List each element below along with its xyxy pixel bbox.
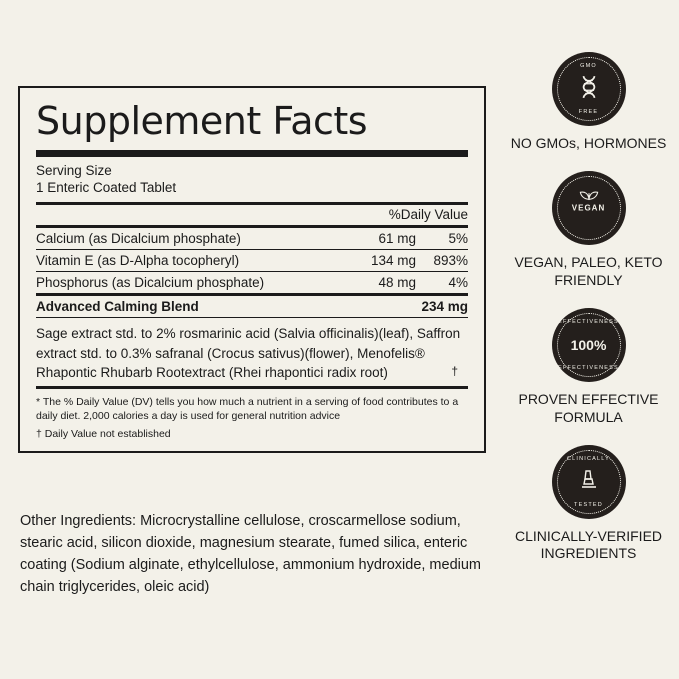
blend-ingredients (36, 318, 468, 385)
table-row (36, 228, 468, 250)
seal-micro-top: CLINICALLY (566, 455, 611, 462)
badge-caption: VEGAN, PALEO, KETO FRIENDLY (514, 253, 663, 288)
badge-no-gmo (506, 52, 671, 153)
nutrient-dv: 5% (416, 228, 468, 250)
nutrient-amount: 48 mg (378, 275, 416, 291)
serving-size-label: Serving Size (36, 162, 112, 178)
badge-caption: NO GMOs, HORMONES (510, 135, 667, 151)
seal-micro-top: EFFECTIVENESS (558, 318, 619, 325)
nutrient-dv: 4% (448, 275, 468, 291)
leaf-vegan-icon (552, 171, 626, 245)
nutrient-amount: 61 mg (330, 228, 416, 250)
footnote-dagger: † Daily Value not established (36, 428, 171, 441)
seal-micro-bottom: FREE (578, 109, 599, 115)
seal-micro-bottom: TESTED (574, 501, 603, 508)
nutrient-amount: 134 mg (330, 250, 416, 272)
blend-table (36, 296, 468, 317)
supplement-facts-panel (18, 86, 486, 453)
effectiveness-seal-icon (552, 308, 626, 382)
badge-caption: PROVEN EFFECTIVE FORMULA (518, 390, 659, 425)
nutrient-name: Calcium (as Dicalcium phosphate) (36, 228, 330, 250)
seal-micro-top: GMO (580, 63, 597, 69)
serving-size-value: 1 Enteric Coated Tablet (36, 180, 177, 196)
blend-name: Advanced Calming Blend (36, 299, 199, 315)
nutrients-table (36, 228, 468, 293)
certification-badges (506, 52, 671, 581)
nutrient-name: Vitamin E (as D-Alpha tocopheryl) (36, 250, 330, 272)
blend-ingredients-text: Sage extract std. to 2% rosmarinic acid (Salvia officinalis)(leaf), Saffron extract std. to 0.3% safranal (Crocus sativus)(flower), Menofelis® Rhapontic Rhubarb Rootextract (Rhei rhapontici radix root) (36, 326, 461, 380)
serving-size-block (36, 162, 468, 197)
badge-vegan (506, 171, 671, 290)
badge-effectiveness (506, 308, 671, 427)
other-ingredients: Other Ingredients: Microcrystalline cellulose, croscarmellose sodium, stearic acid, silicon dioxide, magnesium stearate, fumed silica, enteric coating (Sodium alginate, ethylcellulose, ammonium hydroxide, medium chain triglycerides, oleic acid) (20, 513, 482, 596)
seal-percent: 100% (570, 336, 607, 353)
badge-clinically-tested (506, 445, 671, 564)
nutrient-dv: 893% (416, 250, 468, 272)
badge-caption: CLINICALLY-VERIFIED INGREDIENTS (514, 527, 663, 562)
table-row (36, 296, 468, 317)
seal-glyph (552, 74, 626, 104)
panel-title: Supplement Facts (36, 99, 368, 143)
dagger-icon: † (451, 363, 458, 378)
seal-pill-label: VEGAN (571, 203, 606, 213)
blend-amount: 234 mg (421, 299, 468, 315)
seal-glyph (552, 468, 626, 496)
dna-helix-icon (552, 52, 626, 126)
daily-value-header: %Daily Value (388, 207, 468, 223)
table-row (36, 272, 468, 294)
nutrient-name: Phosphorus (as Dicalcium phosphate) (36, 275, 265, 291)
table-row (36, 250, 468, 272)
title-divider (36, 150, 468, 157)
microscope-icon (552, 445, 626, 519)
seal-leaf-glyph (552, 182, 626, 204)
footnote-daily-value: * The % Daily Value (DV) tells you how much a nutrient in a serving of food contributes to a daily diet. 2,000 calories a day is used for general nutrition advice (36, 395, 459, 423)
seal-micro-bottom: EFFECTIVENESS (558, 364, 619, 371)
